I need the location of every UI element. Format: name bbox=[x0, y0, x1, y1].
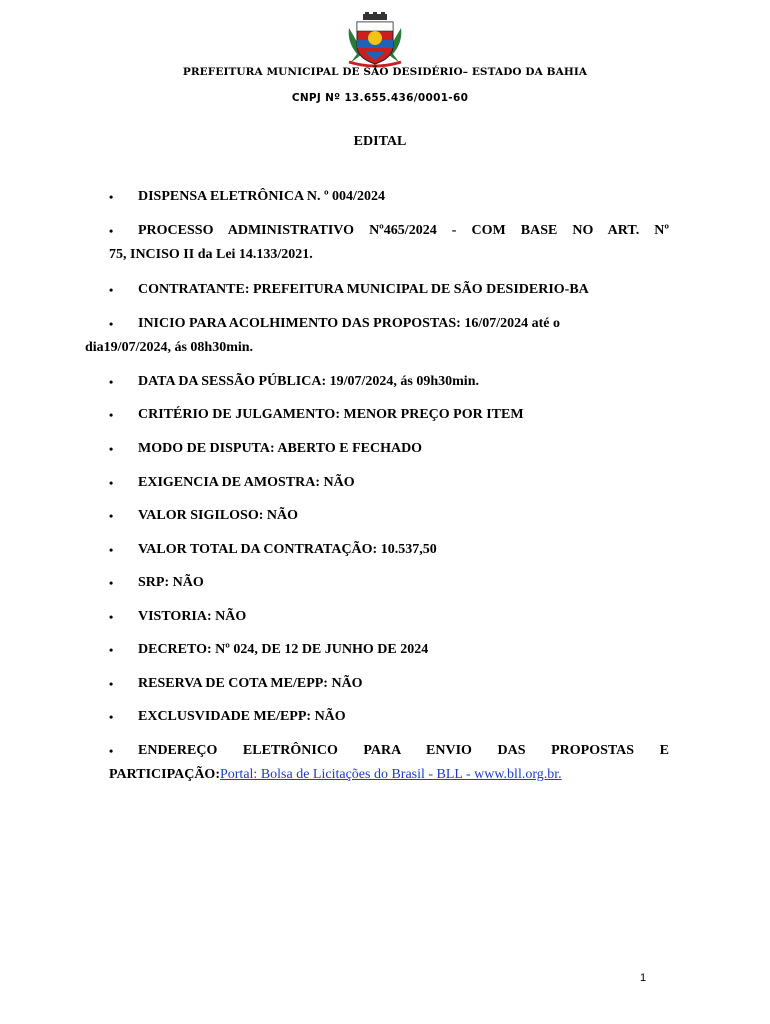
bullet-icon: • bbox=[109, 442, 114, 456]
municipal-crest-icon bbox=[343, 12, 407, 68]
list-item-processo bbox=[109, 219, 669, 267]
item-text: SRP: NÃO bbox=[138, 575, 204, 590]
item-text: VALOR SIGILOSO: NÃO bbox=[138, 508, 299, 523]
item-text: DECRETO: Nº 024, DE 12 DE JUNHO DE 2024 bbox=[138, 642, 429, 657]
cnpj-line: CNPJ Nº 13.655.436/0001-60 bbox=[291, 92, 469, 104]
list-item-srp bbox=[109, 571, 669, 595]
list-item-endereco-eletronico bbox=[109, 739, 669, 787]
item-text-continued: 75, INCISO II da Lei 14.133/2021. bbox=[109, 247, 313, 262]
item-text: PROCESSO ADMINISTRATIVO Nº465/2024 - COM BASE NO ART. Nº bbox=[138, 223, 669, 238]
bullet-icon: • bbox=[109, 543, 114, 557]
bullet-icon: • bbox=[109, 643, 114, 657]
list-item-contratante bbox=[109, 278, 669, 302]
item-text: MODO DE DISPUTA: ABERTO E FECHADO bbox=[138, 441, 423, 456]
list-item-inicio-propostas bbox=[85, 312, 629, 360]
list-item-decreto bbox=[109, 638, 669, 662]
list-item-amostra bbox=[109, 471, 669, 495]
list-item-dispensa bbox=[109, 185, 669, 209]
item-text: RESERVA DE COTA ME/EPP: NÃO bbox=[138, 676, 363, 691]
page-number: 1 bbox=[640, 972, 647, 984]
list-item-modo-disputa bbox=[109, 437, 669, 461]
document-title: EDITAL bbox=[353, 134, 407, 149]
item-text: DATA DA SESSÃO PÚBLICA: 19/07/2024, ás 09h30min. bbox=[138, 374, 479, 389]
participacao-label: PARTICIPAÇÃO: bbox=[109, 767, 220, 782]
list-item-criterio bbox=[109, 403, 669, 427]
item-text: DISPENSA ELETRÔNICA N. º 004/2024 bbox=[138, 189, 385, 204]
item-text: INICIO PARA ACOLHIMENTO DAS PROPOSTAS: 16/07/2024 até o bbox=[138, 316, 560, 331]
list-item-vistoria bbox=[109, 605, 669, 629]
organization-header: PREFEITURA MUNICIPAL DE SÃO DESIDÉRIO– ESTADO DA BAHIA bbox=[182, 66, 588, 78]
bullet-icon: • bbox=[109, 190, 114, 204]
item-text: VISTORIA: NÃO bbox=[138, 609, 247, 624]
list-item-exclusividade bbox=[109, 705, 669, 729]
bullet-icon: • bbox=[109, 476, 114, 490]
bullet-icon: • bbox=[109, 224, 114, 238]
bullet-icon: • bbox=[109, 710, 114, 724]
list-item-reserva-cota bbox=[109, 672, 669, 696]
bullet-icon: • bbox=[109, 408, 114, 422]
bll-portal-link[interactable]: Portal: Bolsa de Licitações do Brasil - BLL - www.bll.org.br. bbox=[219, 767, 562, 782]
list-item-data-sessao bbox=[109, 370, 669, 394]
item-text: EXCLUSVIDADE ME/EPP: NÃO bbox=[138, 709, 346, 724]
list-item-valor-sigiloso bbox=[109, 504, 669, 528]
item-text: CRITÉRIO DE JULGAMENTO: MENOR PREÇO POR ITEM bbox=[138, 407, 524, 422]
bullet-icon: • bbox=[109, 375, 114, 389]
bullet-icon: • bbox=[109, 677, 114, 691]
bullet-icon: • bbox=[109, 509, 114, 523]
bullet-icon: • bbox=[109, 576, 114, 590]
bullet-icon: • bbox=[109, 744, 114, 758]
item-text: EXIGENCIA DE AMOSTRA: NÃO bbox=[138, 475, 355, 490]
item-text-continued bbox=[109, 763, 669, 787]
item-text-continued: dia19/07/2024, ás 08h30min. bbox=[85, 340, 254, 355]
item-text: ENDEREÇO ELETRÔNICO PARA ENVIO DAS PROPOSTAS E bbox=[138, 743, 669, 758]
bullet-icon: • bbox=[109, 610, 114, 624]
list-item-valor-total bbox=[109, 538, 669, 562]
bullet-icon: • bbox=[109, 283, 114, 297]
item-text: CONTRATANTE: PREFEITURA MUNICIPAL DE SÃO DESIDERIO-BA bbox=[138, 282, 589, 297]
item-text: VALOR TOTAL DA CONTRATAÇÃO: 10.537,50 bbox=[138, 542, 437, 557]
bullet-icon: • bbox=[109, 317, 114, 331]
